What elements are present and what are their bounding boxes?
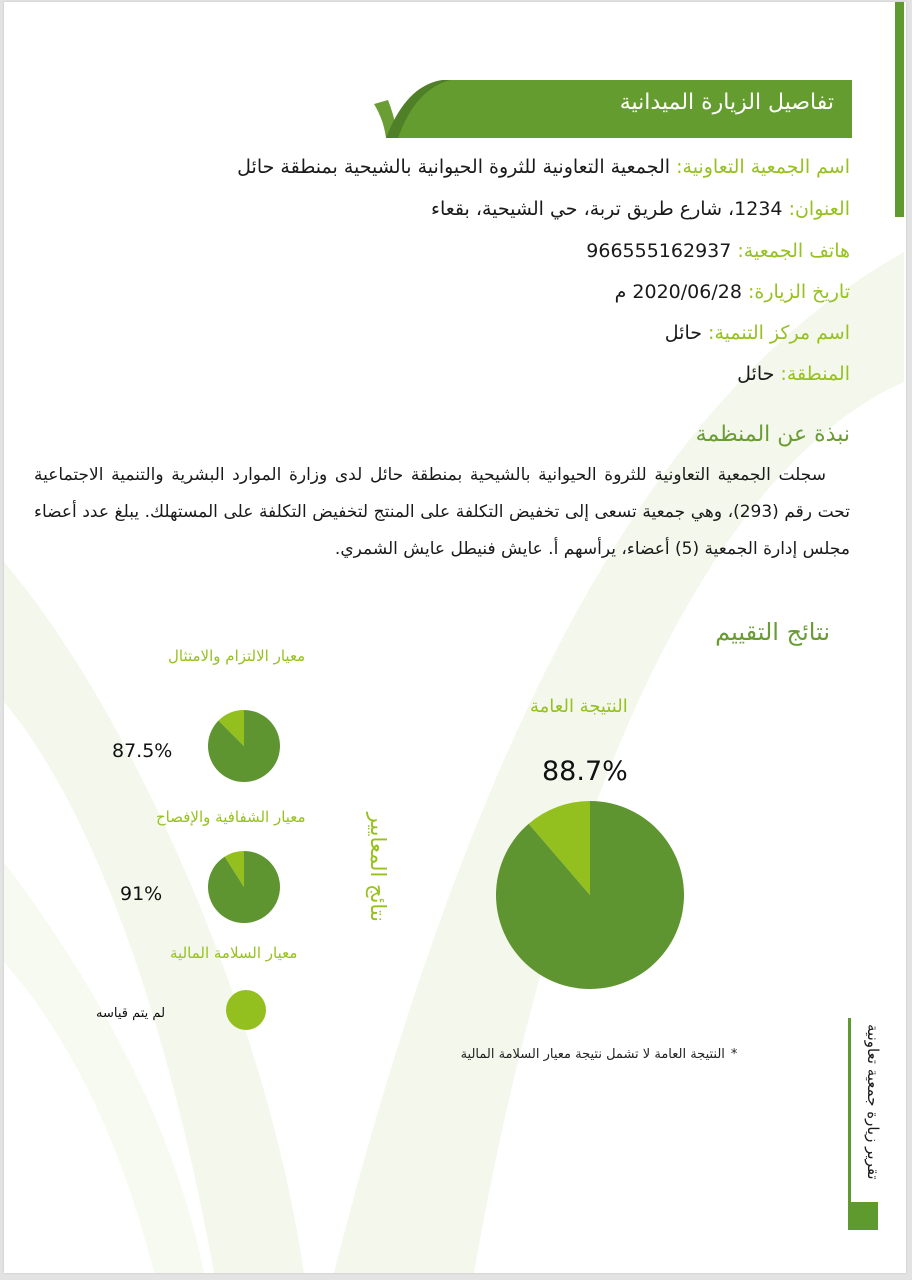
- detail-label: العنوان:: [788, 198, 850, 220]
- detail-label: هاتف الجمعية:: [737, 240, 850, 262]
- detail-label: اسم الجمعية التعاونية:: [676, 156, 850, 178]
- detail-value: 2020/06/28 م: [614, 281, 742, 303]
- overall-footnote: [454, 1042, 744, 1067]
- report-vertical-title: تقرير زيارة جمعية تعاونية: [864, 1024, 882, 1180]
- top-accent-bar: [895, 2, 904, 217]
- section-title-band: [366, 80, 852, 138]
- criterion-value-transparency: 91%: [120, 883, 163, 905]
- detail-value: حائل: [737, 363, 775, 385]
- about-heading: نبذة عن المنظمة: [695, 422, 850, 447]
- detail-label: المنطقة:: [780, 363, 850, 385]
- criteria-results-vertical-label: نتائج المعايير: [366, 812, 390, 922]
- detail-phone: [586, 240, 850, 262]
- about-paragraph: [34, 457, 850, 568]
- pie-overall: [496, 801, 684, 989]
- detail-value: الجمعية التعاونية للثروة الحيوانية بالشيحية بمنطقة حائل: [237, 156, 671, 178]
- page-section-title: تفاصيل الزيارة الميدانية: [619, 90, 834, 115]
- criterion-label-transparency: معيار الشفافية والإفصاح: [156, 808, 306, 826]
- side-accent-line: [848, 1018, 851, 1230]
- detail-address: [431, 198, 850, 220]
- report-page: [4, 2, 906, 1273]
- detail-region: [737, 363, 850, 385]
- pie-compliance: [208, 710, 280, 782]
- criterion-label-financial: معيار السلامة المالية: [170, 944, 298, 962]
- footnote-marker: *: [730, 1047, 738, 1062]
- pie-transparency: [208, 851, 280, 923]
- pie-slice-not-measured: [226, 990, 266, 1030]
- results-heading: نتائج التقييم: [715, 618, 830, 646]
- about-text: سجلت الجمعية التعاونية للثروة الحيوانية بالشيحية بمنطقة حائل لدى وزارة الموارد البشرية والتنمية الاجتماعية تحت رقم (293)، وهي جمعية تسعى إلى تخفيض التكلفة على المنتج لتخفيض التكلفة على المستهلك. يبلغ عدد أعضاء مجلس إدارة الجمعية (5) أعضاء، يرأسهم أ. عايش فنيطل عايش الشمري.: [34, 465, 850, 559]
- footnote-text: النتيجة العامة لا تشمل نتيجة معيار السلامة المالية: [460, 1047, 725, 1062]
- criterion-label-compliance: معيار الالتزام والامتثال: [168, 647, 306, 665]
- overall-label: النتيجة العامة: [530, 696, 628, 717]
- detail-value: 966555162937: [586, 240, 732, 262]
- detail-value: 1234، شارع طريق تربة، حي الشيحية، بقعاء: [431, 198, 783, 220]
- criterion-value-compliance: 87.5%: [112, 740, 173, 762]
- detail-label: تاريخ الزيارة:: [747, 281, 850, 303]
- overall-value: 88.7%: [542, 756, 628, 787]
- side-accent-block: [848, 1202, 878, 1230]
- detail-visit-date: [615, 281, 850, 303]
- detail-label: اسم مركز التنمية:: [708, 322, 850, 344]
- detail-development-center: [665, 322, 850, 344]
- detail-cooperative-name: [237, 156, 850, 178]
- criterion-value-financial: لم يتم قياسه: [96, 1006, 166, 1021]
- detail-value: حائل: [664, 322, 702, 344]
- pie-financial: [226, 990, 266, 1030]
